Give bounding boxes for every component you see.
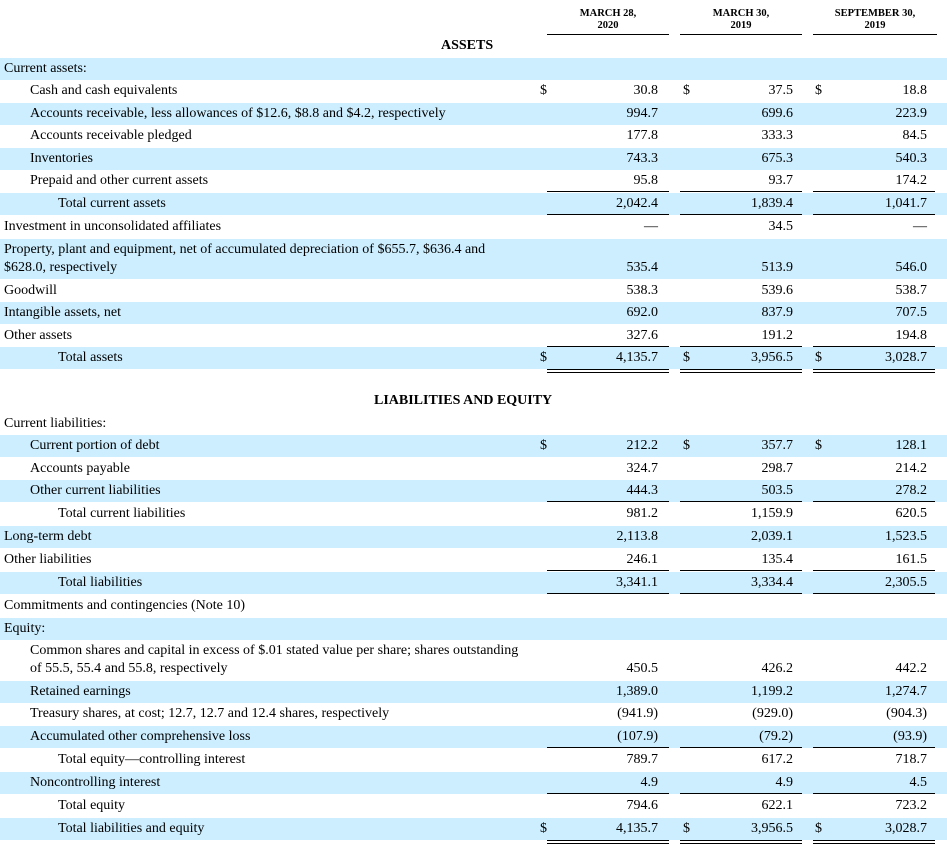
cell-value: 540.3 [895,151,927,166]
cell-value: 34.5 [768,219,793,234]
cell-value: 333.3 [761,128,793,143]
underline-rule [813,593,935,594]
underline-rule [680,793,802,794]
currency-symbol: $ [683,350,690,365]
cell-value: 3,341.1 [616,575,658,590]
cell-value: 538.3 [626,283,658,298]
row-label: Retained earnings [30,684,131,699]
row-label: Total liabilities [58,575,143,590]
row-label: Cash and cash equivalents [30,83,178,98]
cell-value: 707.5 [895,305,927,320]
table-row [0,80,947,102]
cell-value: (79.2) [759,729,793,744]
cell-value: 1,839.4 [751,196,793,211]
currency-symbol: $ [815,350,822,365]
row-label: Equity: [4,621,46,636]
cell-value: 503.5 [761,483,793,498]
cell-value: 174.2 [895,173,927,188]
double-underline-rule [547,840,669,844]
table-row [0,726,947,748]
table-row [0,749,947,771]
underline-rule [813,570,935,571]
column-header-underline [547,34,669,35]
table-row [0,703,947,725]
currency-symbol: $ [815,438,822,453]
row-label: Accounts receivable, less allowances of $12.6, $8.8 and $4.2, respectively [30,106,446,121]
table-row [0,572,947,594]
cell-value: (941.9) [617,706,658,721]
row-label: Accounts receivable pledged [30,128,192,143]
table-row [0,413,947,435]
cell-value: 2,039.1 [751,529,793,544]
cell-value: 444.3 [626,483,658,498]
cell-value: 2,042.4 [616,196,658,211]
cell-value: 981.2 [626,506,658,521]
currency-symbol: $ [540,350,547,365]
row-label: Other liabilities [4,552,92,567]
table-row [0,170,947,192]
cell-value: 135.4 [761,552,793,567]
underline-rule [547,793,669,794]
cell-value: 743.3 [626,151,658,166]
cell-value: (929.0) [752,706,793,721]
row-label: Total assets [58,350,123,365]
cell-value: 675.3 [761,151,793,166]
cell-value: 535.4 [626,260,658,275]
cell-value: — [644,219,658,234]
cell-value: 3,028.7 [885,350,927,365]
cell-value: 620.5 [895,506,927,521]
cell-value: 212.2 [626,438,658,453]
column-header-underline [813,34,937,35]
row-label: Investment in unconsolidated affiliates [4,219,222,234]
row-label: Long-term debt [4,529,92,544]
table-row [0,125,947,147]
underline-rule [813,747,935,748]
table-row [0,772,947,794]
row-label: Current liabilities: [4,416,107,431]
cell-value: 223.9 [895,106,927,121]
table-row [0,435,947,457]
table-row [0,640,947,680]
cell-value: 191.2 [761,328,793,343]
cell-value: 4.9 [775,775,793,790]
cell-value: 789.7 [626,752,658,767]
cell-value: 298.7 [761,461,793,476]
column-header [680,8,802,32]
cell-value: 37.5 [768,83,793,98]
underline-rule [680,214,802,215]
cell-value: 177.8 [626,128,658,143]
table-row [0,526,947,548]
double-underline-rule [680,840,802,844]
underline-rule [680,501,802,502]
row-label: Accumulated other comprehensive loss [30,729,251,744]
cell-value: 2,113.8 [616,529,658,544]
cell-value: 794.6 [626,798,658,813]
cell-value: 718.7 [895,752,927,767]
cell-value: 4.5 [909,775,927,790]
cell-value: 1,159.9 [751,506,793,521]
table-row [0,239,947,279]
column-header [547,8,669,32]
table-row [0,103,947,125]
row-label: Current portion of debt [30,438,160,453]
cell-value: 994.7 [626,106,658,121]
cell-value: 837.9 [761,305,793,320]
underline-rule [547,747,669,748]
row-label: Goodwill [4,283,57,298]
table-row [0,148,947,170]
table-row [0,795,947,817]
table-row [0,216,947,238]
currency-symbol: $ [540,821,547,836]
cell-value: 442.2 [895,661,927,676]
table-row [0,58,947,80]
underline-rule [813,793,935,794]
cell-value: 426.2 [761,661,793,676]
column-header-line2: 2019 [730,20,752,31]
row-label: Total current assets [58,196,166,211]
cell-value: 3,956.5 [751,350,793,365]
liabilities-equity-title: LIABILITIES AND EQUITY [374,393,553,408]
underline-rule [813,214,935,215]
column-header [813,8,937,32]
cell-value: 538.7 [895,283,927,298]
double-underline-rule [547,369,669,373]
row-label: Other assets [4,328,73,343]
row-label: Prepaid and other current assets [30,173,209,188]
cell-value: 30.8 [633,83,658,98]
double-underline-rule [813,840,935,844]
double-underline-rule [680,369,802,373]
column-header-line2: 2019 [864,20,886,31]
currency-symbol: $ [815,83,822,98]
cell-value: 93.7 [768,173,793,188]
table-row [0,458,947,480]
table-row [0,595,947,617]
row-label: Other current liabilities [30,483,161,498]
cell-value: 2,305.5 [885,575,927,590]
underline-rule [813,191,935,192]
cell-value: 450.5 [626,661,658,676]
row-label: Noncontrolling interest [30,775,161,790]
cell-value: (107.9) [617,729,658,744]
underline-rule [547,214,669,215]
cell-value: 622.1 [761,798,793,813]
table-row [0,347,947,369]
underline-rule [680,570,802,571]
cell-value: 3,028.7 [885,821,927,836]
row-label: Total liabilities and equity [58,821,205,836]
row-label: Intangible assets, net [4,305,122,320]
table-row [0,480,947,502]
cell-value: 3,334.4 [751,575,793,590]
cell-value: 1,199.2 [751,684,793,699]
column-header-line2: 2020 [597,20,619,31]
underline-rule [547,501,669,502]
cell-value: 692.0 [626,305,658,320]
cell-value: (904.3) [886,706,927,721]
cell-value: 513.9 [761,260,793,275]
table-row [0,818,947,840]
assets-title: ASSETS [441,38,494,53]
row-label: Common shares and capital in excess of $.01 stated value per share; shares outstanding of 55.5, 55.4 and 55.8, respectively [30,643,519,676]
table-row [0,280,947,302]
cell-value: — [913,219,927,234]
cell-value: 617.2 [761,752,793,767]
cell-value: 4,135.7 [616,821,658,836]
cell-value: 1,523.5 [885,529,927,544]
column-header-line1: SEPTEMBER 30, [834,8,916,19]
cell-value: 699.6 [761,106,793,121]
currency-symbol: $ [683,821,690,836]
cell-value: 327.6 [626,328,658,343]
cell-value: 161.5 [895,552,927,567]
row-label: Property, plant and equipment, net of accumulated depreciation of $655.7, $636.4 and $628.0, respectively [4,242,486,275]
currency-symbol: $ [683,438,690,453]
row-label: Treasury shares, at cost; 12.7, 12.7 and 12.4 shares, respectively [30,706,390,721]
currency-symbol: $ [540,438,547,453]
cell-value: 4,135.7 [616,350,658,365]
row-label: Total equity [58,798,126,813]
cell-value: (93.9) [893,729,927,744]
row-label: Total current liabilities [58,506,186,521]
underline-rule [813,501,935,502]
table-row [0,549,947,571]
cell-value: 84.5 [902,128,927,143]
row-label: Total equity—controlling interest [58,752,246,767]
table-row [0,503,947,525]
column-header-underline [680,34,802,35]
cell-value: 246.1 [626,552,658,567]
cell-value: 4.9 [640,775,658,790]
underline-rule [680,593,802,594]
cell-value: 3,956.5 [751,821,793,836]
cell-value: 1,274.7 [885,684,927,699]
underline-rule [680,747,802,748]
cell-value: 194.8 [895,328,927,343]
table-row [0,681,947,703]
cell-value: 324.7 [626,461,658,476]
row-label: Current assets: [4,61,87,76]
currency-symbol: $ [540,83,547,98]
underline-rule [547,593,669,594]
cell-value: 357.7 [761,438,793,453]
underline-rule [680,191,802,192]
row-label: Inventories [30,151,93,166]
cell-value: 1,041.7 [885,196,927,211]
column-header-line1: MARCH 30, [712,8,770,19]
underline-rule [547,570,669,571]
cell-value: 723.2 [895,798,927,813]
cell-value: 1,389.0 [616,684,658,699]
table-row [0,193,947,215]
row-label: Accounts payable [30,461,130,476]
table-row [0,302,947,324]
cell-value: 546.0 [895,260,927,275]
cell-value: 95.8 [633,173,658,188]
column-header-line1: MARCH 28, [579,8,637,19]
cell-value: 278.2 [895,483,927,498]
row-label: Commitments and contingencies (Note 10) [4,598,246,613]
double-underline-rule [813,369,935,373]
underline-rule [547,191,669,192]
cell-value: 128.1 [895,438,927,453]
currency-symbol: $ [683,83,690,98]
cell-value: 539.6 [761,283,793,298]
currency-symbol: $ [815,821,822,836]
table-row [0,325,947,347]
cell-value: 18.8 [902,83,927,98]
cell-value: 214.2 [895,461,927,476]
table-row [0,618,947,640]
